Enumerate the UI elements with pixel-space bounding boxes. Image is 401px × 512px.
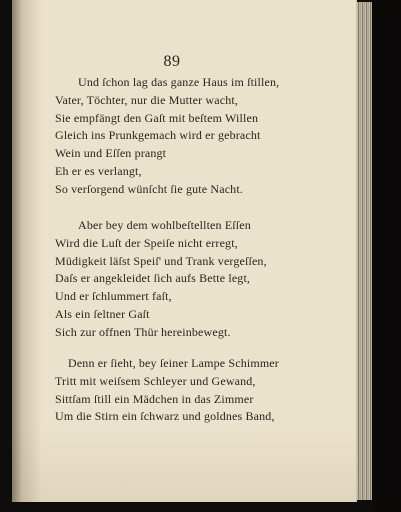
verse-line: Wird die Luſt der Speiſe nicht erregt,: [55, 235, 238, 250]
book-page: [12, 0, 356, 502]
verse-line: Und er ſchlummert faſt,: [55, 289, 172, 304]
verse-line: Als ein ſeltner Gaſt: [55, 306, 150, 321]
verse-line: Denn er ſieht, bey ſeiner Lampe Schimmer: [68, 356, 279, 370]
verse-line: Müdigkeit läſst Speiſ' und Trank vergeſſen,: [55, 253, 267, 268]
verse-line: Und ſchon lag das ganze Haus im ſtillen,: [78, 75, 280, 89]
verse-line: Sie empfängt den Gaſt mit beſtem Willen: [55, 110, 259, 125]
verse-line: Sittſam ſtill ein Mädchen in das Zimmer: [55, 391, 254, 406]
verse-line: Vater, Töchter, nur die Mutter wacht,: [55, 92, 238, 107]
stanza-2: [55, 217, 335, 342]
stanza-1: [55, 74, 335, 199]
verse-line: Sich zur offnen Thür hereinbewegt.: [55, 324, 231, 339]
verse-line: So verſorgend wünſcht ſie gute Nacht.: [55, 181, 243, 196]
verse-line: Aber bey dem wohlbeſtellten Eſſen: [78, 218, 251, 232]
verse-line: Wein und Eſſen prangt: [55, 146, 167, 161]
scan-background-right: [372, 0, 401, 512]
page-number: 89: [163, 53, 181, 70]
page-edges-stack: [356, 2, 372, 500]
verse-line: Tritt mit weiſsem Schleyer und Gewand,: [55, 373, 256, 388]
verse-line: Gleich ins Prunkgemach wird er gebracht: [55, 128, 261, 143]
verse-line: Daſs er angekleidet ſich aufs Bette legt,: [55, 271, 251, 286]
stanza-3: [55, 355, 335, 426]
verse-line: Um die Stirn ein ſchwarz und goldnes Band,: [55, 409, 275, 424]
verse-line: Eh er es verlangt,: [55, 163, 142, 178]
